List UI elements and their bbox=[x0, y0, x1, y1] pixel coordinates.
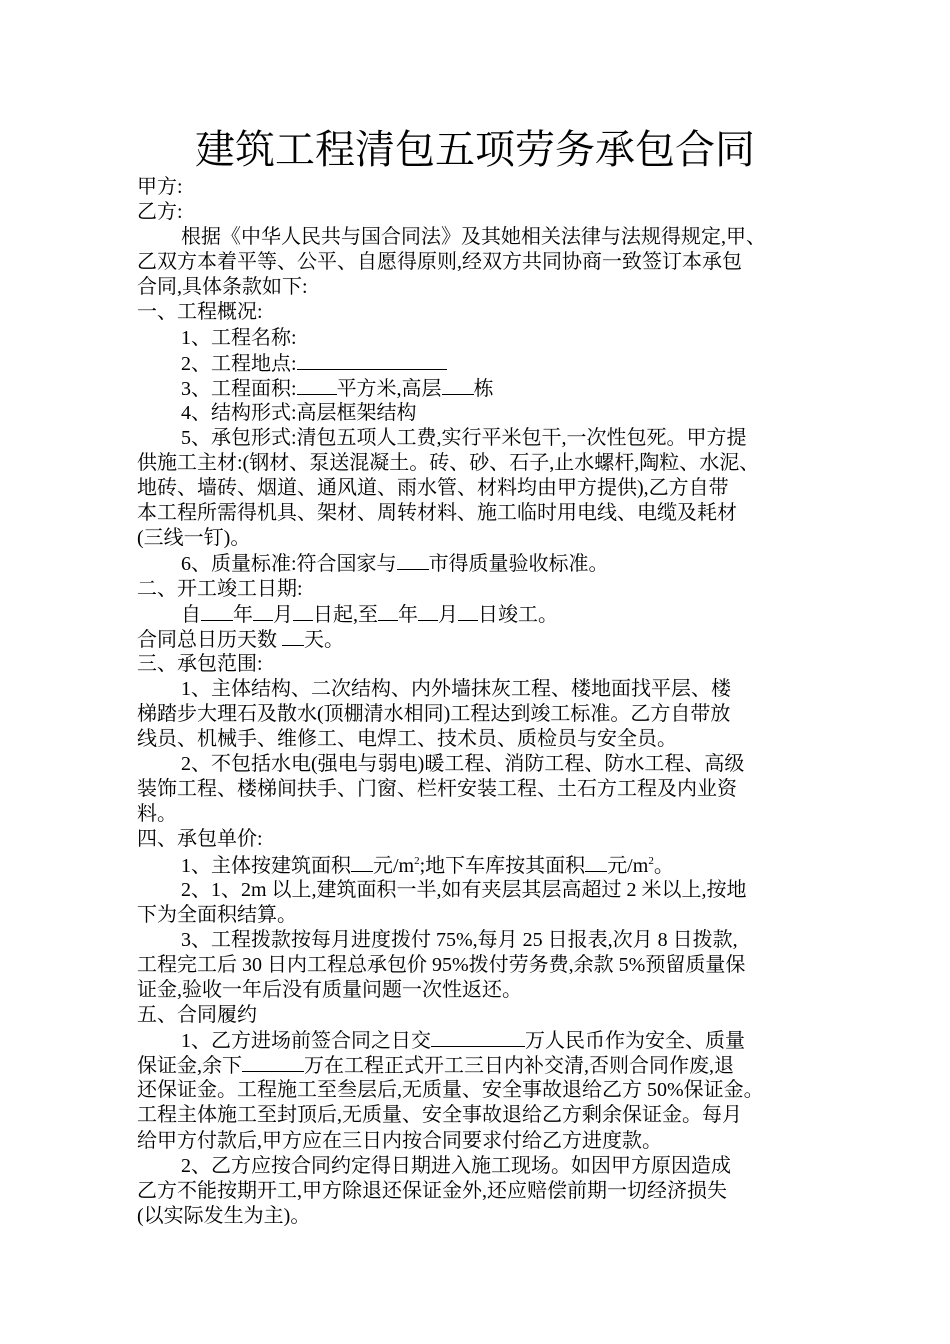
project-area: 3、工程面积: 平方米,高层 栋 bbox=[181, 377, 494, 400]
party-a-label: 甲方: bbox=[137, 176, 183, 198]
document-body bbox=[137, 175, 817, 1229]
total-days: 合同总日历天数 天。 bbox=[137, 628, 344, 651]
blank-field bbox=[397, 551, 429, 570]
unit-price-line: 2、1、2m 以上,建筑面积一半,如有夹层其层高超过 2 米以上,按地 bbox=[181, 878, 747, 901]
scope-line: 1、主体结构、二次结构、内外墙抹灰工程、楼地面找平层、楼 bbox=[181, 677, 731, 700]
performance-line: 乙方不能按期开工,甲方除退还保证金外,还应赔偿前期一切经济损失 bbox=[137, 1179, 727, 1202]
blank-field bbox=[458, 602, 478, 621]
blank-field bbox=[351, 853, 373, 872]
blank-field bbox=[431, 1028, 525, 1047]
performance-line: 2、乙方应按合同约定得日期进入施工现场。如因甲方原因造成 bbox=[181, 1154, 731, 1177]
scope-line: 2、不包括水电(强电与弱电)暖工程、消防工程、防水工程、高级 bbox=[181, 753, 745, 776]
contract-form-line: (三线一钉)。 bbox=[137, 527, 251, 550]
scope-line: 线员、机械手、维修工、电焊工、技术员、质检员与安全员。 bbox=[137, 728, 677, 751]
contract-form-line: 地砖、墙砖、烟道、通风道、雨水管、材料均由甲方提供),乙方自带 bbox=[137, 477, 729, 500]
document-title: 建筑工程清包五项劳务承包合同 bbox=[195, 127, 755, 172]
scope-line: 料。 bbox=[137, 803, 177, 826]
contract-form-line: 5、承包形式:清包五项人工费,实行平米包干,一次性包死。甲方提 bbox=[181, 426, 747, 449]
contract-form-line: 本工程所需得机具、架材、周转材料、施工临时用电线、电缆及耗材 bbox=[137, 502, 737, 525]
performance-line: 给甲方付款后,甲方应在三日内按合同要求付给乙方进度款。 bbox=[137, 1129, 662, 1152]
performance-line: 工程主体施工至封顶后,无质量、安全事故退给乙方剩余保证金。每月 bbox=[137, 1104, 742, 1127]
section-1-heading: 一、工程概况: bbox=[137, 301, 263, 324]
blank-field bbox=[242, 1053, 304, 1072]
project-location: 2、工程地点: bbox=[137, 351, 817, 376]
unit-price-line: 证金,验收一年后没有质量问题一次性返还。 bbox=[137, 979, 522, 1001]
blank-field bbox=[293, 602, 313, 621]
contract-form-line: 供施工主材:(钢材、泵送混凝土。砖、砂、石子,止水螺杆,陶粒、水泥、 bbox=[137, 452, 760, 475]
structure-form: 4、结构形式:高层框架结构 bbox=[181, 401, 417, 424]
section-2-heading: 二、开工竣工日期: bbox=[137, 577, 303, 600]
blank-field bbox=[201, 602, 233, 621]
section-4-heading: 四、承包单价: bbox=[137, 828, 263, 851]
project-name: 1、工程名称: bbox=[181, 326, 297, 349]
blank-field bbox=[442, 376, 474, 395]
blank-field bbox=[297, 351, 447, 370]
scope-line: 梯踏步大理石及散水(顶棚清水相同)工程达到竣工标准。乙方自带放 bbox=[137, 702, 731, 725]
performance-line: (以实际发生为主)。 bbox=[137, 1204, 311, 1227]
date-range: 自 年 月 日起,至 年 月 日竣工。 bbox=[181, 603, 558, 626]
quality-standard: 6、质量标准:符合国家与 市得质量验收标准。 bbox=[181, 553, 609, 576]
performance-line: 1、乙方进场前签合同之日交 万人民币作为安全、质量 bbox=[181, 1030, 745, 1053]
intro-line: 乙双方本着平等、公平、自愿得原则,经双方共同协商一致签订本承包 bbox=[137, 251, 742, 274]
unit-price-line: 3、工程拨款按每月进度拨付 75%,每月 25 日报表,次月 8 日拨款, bbox=[181, 928, 738, 951]
section-5-heading: 五、合同履约 bbox=[137, 1004, 257, 1027]
blank-field bbox=[418, 602, 438, 621]
performance-line: 还保证金。工程施工至叁层后,无质量、安全事故退给乙方 50%保证金。 bbox=[137, 1079, 764, 1102]
intro-line: 合同,具体条款如下: bbox=[137, 276, 308, 299]
blank-field bbox=[585, 853, 607, 872]
scope-line: 装饰工程、楼梯间扶手、门窗、栏杆安装工程、土石方工程及内业资 bbox=[137, 778, 737, 801]
unit-price-line: 下为全面积结算。 bbox=[137, 903, 297, 926]
unit-price-line: 1、主体按建筑面积 元$/m^2$;地下车库按其面积 元$/m^2$。 bbox=[181, 854, 674, 877]
blank-field bbox=[253, 602, 273, 621]
party-b-label: 乙方: bbox=[137, 201, 183, 224]
intro-line: 根据《中华人民共与国合同法》及其她相关法律与法规得规定,甲、 bbox=[181, 226, 766, 249]
unit-price-line: 工程完工后 30 日内工程总承包价 95%拨付劳务费,余款 5%预留质量保 bbox=[137, 953, 746, 976]
section-3-heading: 三、承包范围: bbox=[137, 652, 263, 675]
performance-line: 保证金,余下 万在工程正式开工三日内补交清,否则合同作废,退 bbox=[137, 1055, 734, 1078]
blank-field bbox=[297, 376, 337, 395]
blank-field bbox=[378, 602, 398, 621]
blank-field bbox=[282, 627, 304, 646]
